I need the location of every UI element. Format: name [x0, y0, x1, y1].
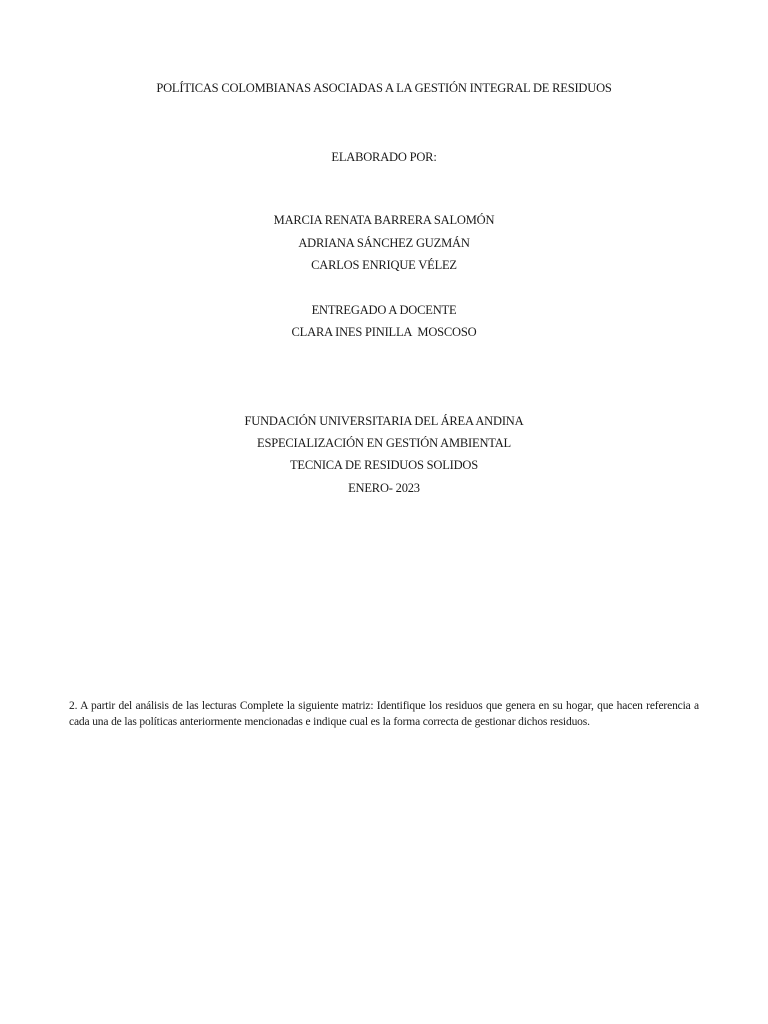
- document-date: ENERO- 2023: [348, 481, 420, 495]
- delivered-to-label: ENTREGADO A DOCENTE: [311, 303, 457, 317]
- program-name: ESPECIALIZACIÓN EN GESTIÓN AMBIENTAL: [257, 436, 511, 450]
- teacher-name: CLARA INES PINILLA MOSCOSO: [291, 325, 477, 339]
- author-name: MARCIA RENATA BARRERA SALOMÓN: [273, 213, 495, 227]
- course-name: TECNICA DE RESIDUOS SOLIDOS: [289, 458, 478, 472]
- document-title: POLÍTICAS COLOMBIANAS ASOCIADAS A LA GESTIÓN INTEGRAL DE RESIDUOS: [156, 81, 612, 95]
- university-name: FUNDACIÓN UNIVERSITARIA DEL ÁREA ANDINA: [244, 414, 524, 428]
- prepared-by-label: ELABORADO POR:: [331, 150, 437, 164]
- question-paragraph: 2. A partir del análisis de las lecturas Complete la siguiente matriz: Identifique los residuos que genera en su hogar, que hacen referencia a cada una de las políticas anteriormente mencionadas e indique cual es la forma correcta de gestionar dichos residuos.: [69, 700, 699, 728]
- author-name: ADRIANA SÁNCHEZ GUZMÁN: [298, 236, 470, 250]
- author-name: CARLOS ENRIQUE VÉLEZ: [311, 258, 457, 272]
